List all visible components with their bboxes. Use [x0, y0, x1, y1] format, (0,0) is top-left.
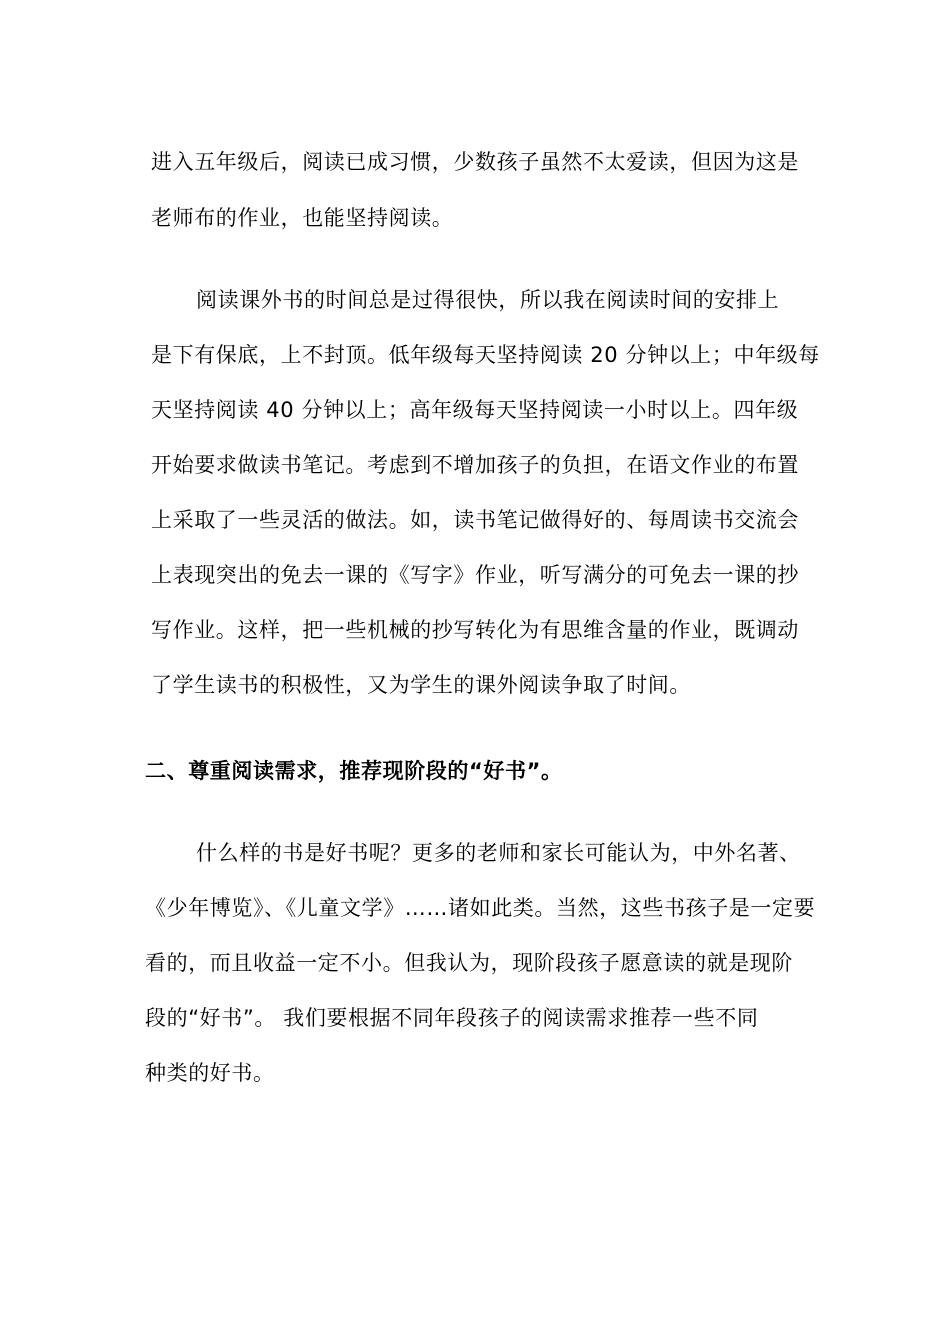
- paragraph-2-line-4: 开始要求做读书笔记。考虑到不增加孩子的负担，在语文作业的布置: [151, 453, 799, 477]
- section-heading: 二、尊重阅读需求，推荐现阶段的“好书”。: [145, 759, 563, 783]
- paragraph-2-line-2: 是下有保底，上不封顶。低年级每天坚持阅读 20 分钟以上；中年级每: [151, 343, 820, 367]
- paragraph-2-line-8: 了学生读书的积极性，又为学生的课外阅读争取了时间。: [151, 673, 691, 697]
- paragraph-2-line-7: 写作业。这样，把一些机械的抄写转化为有思维含量的作业，既调动: [151, 618, 799, 642]
- paragraph-2-line-6: 上表现突出的免去一课的《写字》作业，听写满分的可免去一课的抄: [151, 563, 799, 587]
- paragraph-1-line-1: 进入五年级后，阅读已成习惯，少数孩子虽然不太爱读，但因为这是: [151, 150, 799, 174]
- paragraph-3-line-3: 看的，而且收益一定不小。但我认为，现阶段孩子愿意读的就是现阶: [145, 951, 793, 975]
- paragraph-3-line-5: 种类的好书。: [145, 1061, 275, 1085]
- paragraph-3-line-2: 《少年博览》、《儿童文学》……诸如此类。当然，这些书孩子是一定要: [145, 896, 816, 920]
- paragraph-2-line-1: 阅读课外书的时间总是过得很快，所以我在阅读时间的安排上: [196, 288, 780, 312]
- paragraph-2-line-5: 上采取了一些灵活的做法。如，读书笔记做得好的、每周读书交流会: [151, 508, 799, 532]
- paragraph-1-line-2: 老师布的作业，也能坚持阅读。: [151, 206, 454, 230]
- paragraph-3-line-1: 什么样的书是好书呢？更多的老师和家长可能认为，中外名著、: [196, 841, 801, 865]
- paragraph-2-line-3: 天坚持阅读 40 分钟以上；高年级每天坚持阅读一小时以上。四年级: [151, 398, 799, 422]
- paragraph-3-line-4: 段的“好书”。 我们要根据不同年段孩子的阅读需求推荐一些不同: [145, 1006, 759, 1030]
